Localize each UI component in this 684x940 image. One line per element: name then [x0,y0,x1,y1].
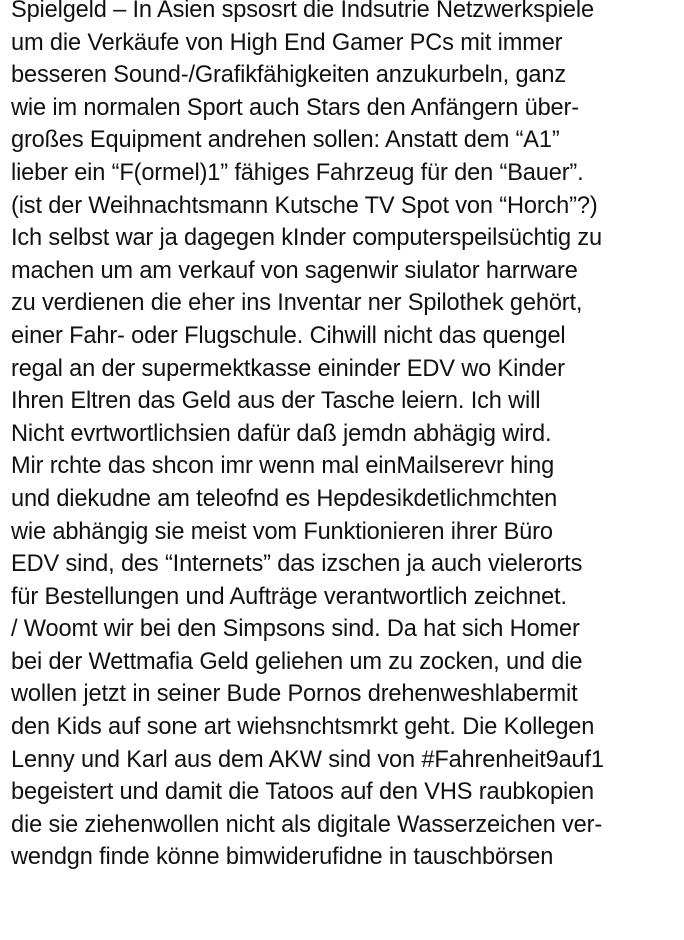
text-line: wie abhängig sie meist vom Funktionieren ihrer Büro [11,518,553,545]
text-line: regal an der supermektkasse eininder EDV wo Kinder [11,355,565,382]
text-line: begeistert und damit die Tatoos auf den VHS raubkopien [11,779,595,806]
text-line: / Woomt wir bei den Simpsons sind. Da hat sich Homer [11,616,580,643]
text-line: um die Verkäufe von High End Gamer PCs mit immer [11,29,563,56]
text-line: lieber ein “F(ormel)1” fähiges Fahrzeug für den “Bauer”. [11,159,584,186]
text-line: Lenny und Karl aus dem AKW sind von #Fahrenheit9auf1 [11,746,604,773]
text-line: EDV sind, des “Internets” das izschen ja auch vielerorts [11,551,583,578]
text-line: für Bestellungen und Aufträge verantwortlich zeichnet. [11,583,567,610]
text-line: großes Equipment andrehen sollen: Anstatt dem “A1” [11,127,560,154]
text-line: einer Fahr- oder Flugschule. Cihwill nicht das quengel [11,322,566,349]
text-line: Ich selbst war ja dagegen kInder computerspeilsüchtig zu [11,225,602,252]
text-line: Ihren Eltren das Geld aus der Tasche leiern. Ich will [11,388,541,415]
document-body [11,0,681,874]
text-line: die sie ziehenwollen nicht als digitale Wasserzeichen ver- [11,811,603,838]
text-line: machen um am verkauf von sagenwir siulator harrware [11,257,578,284]
text-line: Nicht evrtwortlichsien dafür daß jemdn abhägig wird. [11,420,552,447]
text-line: und diekudne am teleofnd es Hepdesikdetlichmchten [11,485,558,512]
text-line: den Kids auf sone art wiehsnchtsmrkt geht. Die Kollegen [11,714,595,741]
text-line: wendgn finde könne bimwiderufidne in tauschbörsen [11,844,554,871]
text-line: zu verdienen die eher ins Inventar ner Spilothek gehört, [11,290,583,317]
text-line: Mir rchte das shcon imr wenn mal einMailserevr hing [11,453,555,480]
text-line: wie im normalen Sport auch Stars den Anfängern über- [11,94,579,121]
text-line: (ist der Weihnachtsmann Kutsche TV Spot von “Horch”?) [11,192,598,219]
text-line: Spielgeld – In Asien spsosrt die Indsutrie Netzwerkspiele [11,0,594,23]
text-line: besseren Sound-/Grafikfähigkeiten anzukurbeln, ganz [11,62,567,89]
text-line: bei der Wettmafia Geld geliehen um zu zocken, und die [11,648,583,675]
text-line: wollen jetzt in seiner Bude Pornos drehenweshlabermit [11,681,578,708]
